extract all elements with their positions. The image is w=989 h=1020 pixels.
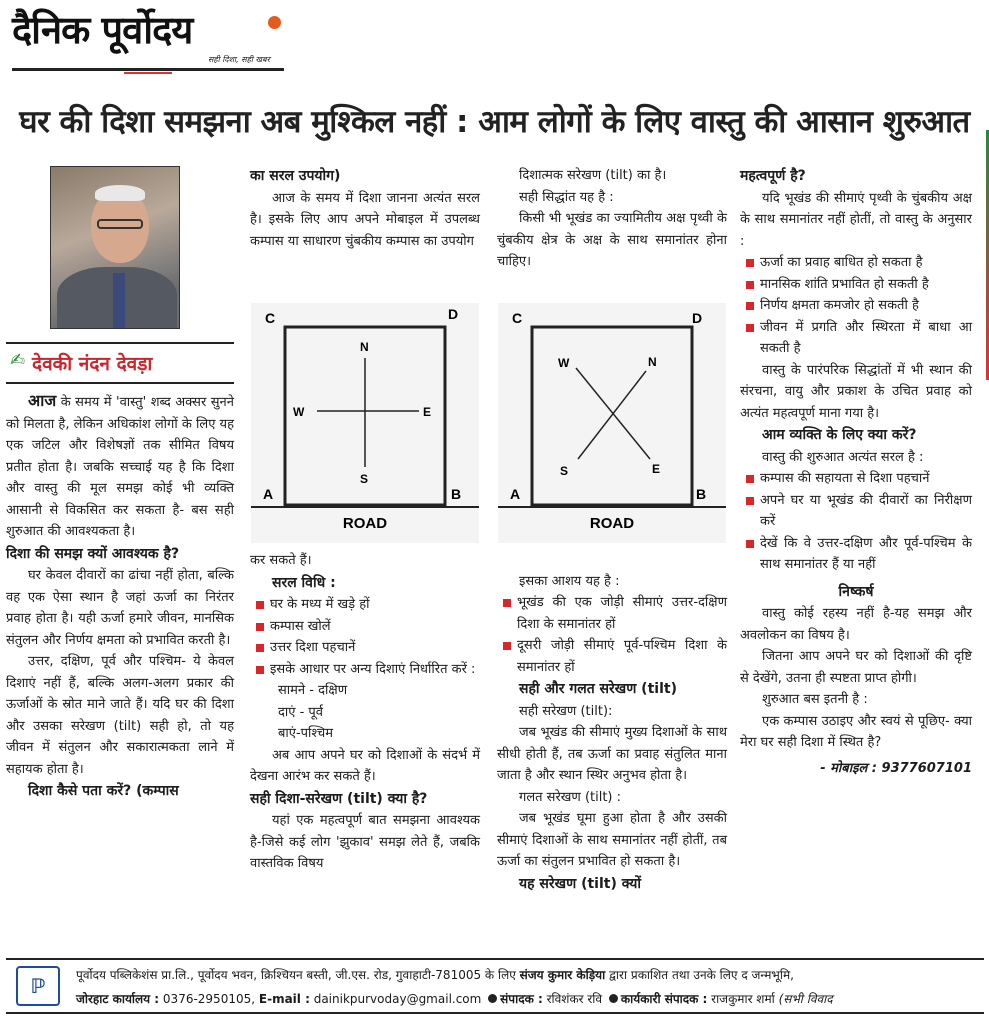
col4-para-1: यदि भूखंड की सीमाएं पृथ्वी के चुंबकीय अक्ष के साथ समानांतर नहीं होतीं, तो वास्तु के अनुसार : xyxy=(740,190,972,249)
col1-para-1 xyxy=(6,390,234,543)
pen-icon: ✍ xyxy=(10,350,26,371)
masthead xyxy=(12,4,284,74)
col4-para-2: वास्तु के पारंपरिक सिद्धांतों में भी स्थान की संरचना, वायु और प्रकाश के उचित प्रवाह को अत्यंत महत्वपूर्ण माना गया है। xyxy=(740,362,972,421)
publisher-logo-icon: ℙ xyxy=(16,966,60,1006)
dir-3: बाएं-पश्चिम xyxy=(278,726,333,741)
corner-b: B xyxy=(451,486,462,502)
col4-para-7: एक कम्पास उठाइए और स्वयं से पूछिए- क्या मेरा घर सही दिशा में स्थित है? xyxy=(740,713,972,750)
road-label-2: ROAD xyxy=(589,515,635,532)
diagram-aligned-plot xyxy=(251,303,479,543)
corner-d: D xyxy=(448,306,459,322)
bullet-icon xyxy=(609,994,618,1003)
col3-bullet-1: भूखंड की एक जोड़ी सीमाएं उत्तर-दक्षिण दिशा के समानांतर हों xyxy=(497,592,727,635)
author-name: देवकी नंदन देवड़ा xyxy=(32,353,153,375)
office-phone: 0376-2950105, xyxy=(162,992,256,1006)
col3-para-1: सही सिद्धांत यह है : xyxy=(519,189,614,205)
step-2: कम्पास खोलें xyxy=(250,616,480,638)
col1-subhead-1: दिशा की समझ क्यों आवश्यक है? xyxy=(6,545,180,562)
dir-e: E xyxy=(423,405,432,419)
col4-step-1: कम्पास की सहायता से दिशा पहचानें xyxy=(740,468,972,490)
photo-tie xyxy=(113,273,125,329)
column-4 xyxy=(740,165,972,779)
photo-glasses xyxy=(97,219,143,229)
col4-subhead-conclusion: निष्कर्ष xyxy=(838,583,874,600)
photo-hair xyxy=(95,185,145,201)
tagline: सही दिशा, सही खबर xyxy=(208,55,270,64)
office-label: जोरहाट कार्यालय : xyxy=(76,992,160,1006)
col1-subhead-2: दिशा कैसे पता करें? (कम्पास xyxy=(28,783,179,799)
col4-para-4: वास्तु कोई रहस्य नहीं है-यह समझ और अवलोकन का विषय है। xyxy=(740,606,972,643)
col4-subhead-top: महत्वपूर्ण है? xyxy=(740,168,806,184)
jurisdiction-note: (सभी विवाद xyxy=(778,992,833,1006)
col4-bullet-4: जीवन में प्रगति और स्थिरता में बाधा आ सकती है xyxy=(740,317,972,360)
drop-lead: आज xyxy=(28,391,57,410)
diagram-2-svg xyxy=(498,303,726,543)
dir-e-2: E xyxy=(652,462,661,476)
corner-b-2: B xyxy=(696,486,707,502)
newspaper-logo: दैनिक पूर्वोदय xyxy=(12,8,193,52)
dir-1: सामने - दक्षिण xyxy=(278,683,348,698)
publisher-name: संजय कुमार केड़िया xyxy=(519,968,606,982)
col2-subhead-top: का सरल उपयोग) xyxy=(250,168,341,184)
col4-para-3: वास्तु की शुरुआत अत्यंत सरल है : xyxy=(762,449,924,465)
col3-para-0: दिशात्मक सरेखण (tilt) का है। xyxy=(519,168,667,183)
col3-right-label: सही सरेखण (tilt): xyxy=(519,703,613,719)
masthead-rule xyxy=(12,68,284,71)
bullet-icon xyxy=(488,994,497,1003)
corner-a: A xyxy=(263,486,274,502)
diagram-tilted-plot xyxy=(498,303,726,543)
column-1 xyxy=(6,390,234,803)
road-label: ROAD xyxy=(342,515,388,532)
dir-w: W xyxy=(293,405,305,419)
col4-bullet-1: ऊर्जा का प्रवाह बाधित हो सकता है xyxy=(740,252,972,274)
col1-para-2: घर केवल दीवारों का ढांचा नहीं होता, बल्कि वह एक ऐसा स्थान है जहां ऊर्जा का निरंतर प्रवाह होता है। यही ऊर्जा हमारे जीवन, मानसिक संतुलन और निर्णय क्षमता को प्रभावित करती है। xyxy=(6,568,234,648)
dir-n-2: N xyxy=(648,355,657,369)
imprint-text-b: द्वारा प्रकाशित तथा उनके लिए द जन्मभूमि, xyxy=(605,968,794,982)
dir-2: दाएं - पूर्व xyxy=(278,704,324,720)
author-photo xyxy=(50,166,180,329)
corner-d-2: D xyxy=(692,310,703,326)
logo-dot-icon xyxy=(268,16,281,29)
col1-para-1-text: के समय में 'वास्तु' शब्द अक्सर सुनने को मिलता है, लेकिन अधिकांश लोगों के लिए यह एक जटिल और विशेषज्ञों तक सीमित विषय प्रतीत होता है। जबकि सच्चाई यह है कि दिशा और वास्तु की मूल समझ कोई भी व्यक्ति आसानी से विकसित कर सकता है- बस सही शुरुआत की आवश्यकता है। xyxy=(6,395,234,539)
headline: घर की दिशा समझना अब मुश्किल नहीं : आम लोगों के लिए वास्तु की आसान शुरुआत xyxy=(19,104,970,140)
corner-c-2: C xyxy=(512,310,523,326)
col2-para-1: आज के समय में दिशा जानना अत्यंत सरल है। इसके लिए आप अपने मोबाइल में उपलब्ध कम्पास या साधारण चुंबकीय कम्पास का उपयोग xyxy=(250,190,480,249)
email-label: E-mail : xyxy=(258,992,310,1006)
col4-para-5: जितना आप अपने घर को दिशाओं की दृष्टि से देखेंगे, उतना ही स्पष्टता प्राप्त होगी। xyxy=(740,649,972,686)
editor-name: रविशंकर रवि xyxy=(546,992,603,1006)
exec-editor-label: कार्यकारी संपादक : xyxy=(620,992,708,1006)
imprint-line-1 xyxy=(76,966,794,983)
step-3: उत्तर दिशा पहचानें xyxy=(250,637,480,659)
col3-para-2: किसी भी भूखंड का ज्यामितीय अक्ष पृथ्वी के चुंबकीय क्षेत्र के अक्ष के साथ समानांतर होना चाहिए। xyxy=(497,211,727,269)
col3-subhead-1: सही और गलत सरेखण (tilt) xyxy=(519,681,677,697)
col2-para-3: यहां एक महत्वपूर्ण बात समझना आवश्यक है-जिसे कई लोग 'झुकाव' समझ लेते हैं, जबकि वास्तविक विषय xyxy=(250,813,480,871)
corner-c: C xyxy=(265,310,276,326)
col2-subhead-1: सरल विधि : xyxy=(272,574,336,591)
col4-step-2: अपने घर या भूखंड की दीवारों का निरीक्षण करें xyxy=(740,490,972,533)
col2-subhead-2: सही दिशा-सरेखण (tilt) क्या है? xyxy=(250,790,428,807)
imprint-line-2 xyxy=(76,990,833,1007)
masthead-accent xyxy=(124,72,172,74)
author-byline xyxy=(6,342,234,384)
col3-para-5: जब भूखंड घूमा हुआ होता है और उसकी सीमाएं दिशाओं के साथ समानांतर नहीं होतीं, तब ऊर्जा का संतुलन प्रभावित हो सकता है। xyxy=(497,811,727,869)
col2-para-1-cont: कर सकते हैं। xyxy=(250,553,312,568)
diagram-1-svg xyxy=(251,303,479,543)
dir-w-2: W xyxy=(558,356,570,370)
mobile-number: - मोबाइल : 9377607101 xyxy=(820,760,972,776)
col4-subhead-1: आम व्यक्ति के लिए क्या करें? xyxy=(762,427,917,443)
ns-diagonal xyxy=(578,371,646,459)
corner-a-2: A xyxy=(510,486,521,502)
step-4: इसके आधार पर अन्य दिशाएं निर्धारित करें : xyxy=(250,659,480,681)
col4-bullet-2: मानसिक शांति प्रभावित हो सकती है xyxy=(740,274,972,296)
editor-label: संपादक : xyxy=(500,992,543,1006)
dir-s-2: S xyxy=(560,464,569,478)
col4-para-6: शुरुआत बस इतनी है : xyxy=(762,692,868,707)
col3-wrong-label: गलत सरेखण (tilt) : xyxy=(519,789,622,805)
col3-para-4: जब भूखंड की सीमाएं मुख्य दिशाओं के साथ सीधी होती हैं, तब ऊर्जा का प्रवाह संतुलित माना जाता है और स्थान स्थिर अनुभव होता है। xyxy=(497,725,727,783)
col4-step-3: देखें कि वे उत्तर-दक्षिण और पूर्व-पश्चिम के साथ समानांतर हैं या नहीं xyxy=(740,533,972,576)
col3-subhead-end: यह सरेखण (tilt) क्यों xyxy=(519,875,641,892)
col1-para-3: उत्तर, दक्षिण, पूर्व और पश्चिम- ये केवल दिशाएं नहीं हैं, बल्कि अलग-अलग प्रकार की ऊर्जाओं के स्रोत माने जाते हैं। यदि घर की दिशा और उसका सरेखण (tilt) सही हो, तो यह जीवन में संतुलन और सकारात्मकता लाने में सहायक होता है। xyxy=(6,654,234,777)
dir-n: N xyxy=(360,340,369,354)
exec-editor-name: राजकुमार शर्मा xyxy=(711,992,775,1006)
imprint-footer xyxy=(6,958,984,1014)
col3-bullet-2: दूसरी जोड़ी सीमाएं पूर्व-पश्चिम दिशा के समानांतर हों xyxy=(497,635,727,678)
col2-para-2: अब आप अपने घर को दिशाओं के संदर्भ में देखना आरंभ कर सकते हैं। xyxy=(250,747,480,784)
imprint-text-a: पूर्वोदय पब्लिकेशंस प्रा.लि., पूर्वोदय भवन, क्रिश्चियन बस्ती, जी.एस. रोड, गुवाहाटी-781005 के लिए xyxy=(76,968,520,982)
col4-bullet-3: निर्णय क्षमता कमजोर हो सकती है xyxy=(740,295,972,317)
email-address[interactable]: dainikpurvoday@gmail.com xyxy=(313,992,482,1006)
step-1: घर के मध्य में खड़े हों xyxy=(250,594,480,616)
col3-para-3: इसका आशय यह है : xyxy=(519,573,620,589)
dir-s: S xyxy=(360,472,369,486)
